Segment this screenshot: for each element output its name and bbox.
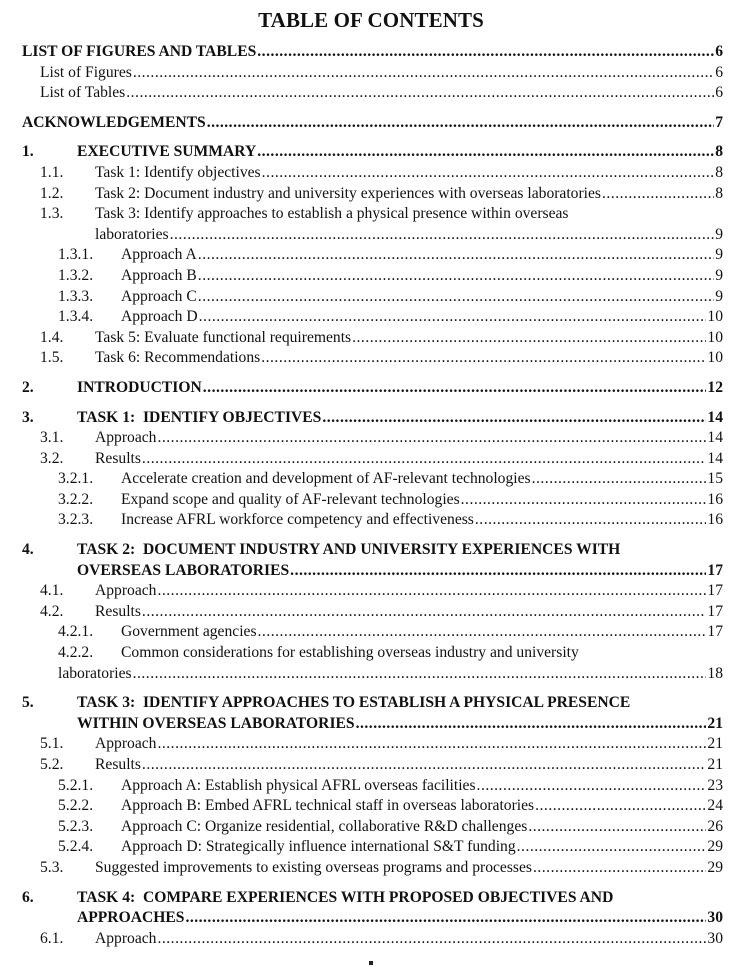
toc-entry-3-2[interactable] <box>0 449 742 470</box>
toc-entry-6-continued[interactable] <box>0 908 742 929</box>
toc-entry-1-3-continued[interactable] <box>0 225 742 246</box>
toc-entry-list-of-tables[interactable] <box>0 83 742 104</box>
toc-entry-number: 5.2.1. <box>58 776 94 794</box>
toc-entry-page: 9 <box>715 287 723 305</box>
toc-entry-number: 1.2. <box>40 184 64 202</box>
toc-entry-title: Approach <box>95 929 157 947</box>
dot-leader <box>517 837 707 858</box>
toc-entry-number: 5. <box>22 694 34 712</box>
toc-entry-number: 1.3.4. <box>58 308 94 326</box>
toc-entry-title: Task 1: Identify objectives <box>95 163 261 181</box>
toc-entry-5-3[interactable] <box>0 858 742 879</box>
toc-entry-page: 7 <box>715 113 723 131</box>
toc-entry-number: 3.2. <box>40 449 64 467</box>
toc-entry-number: 5.2.4. <box>58 838 94 856</box>
toc-entry-title: ACKNOWLEDGEMENTS <box>22 113 206 131</box>
toc-entry-4-2-1[interactable] <box>0 622 742 643</box>
dot-leader <box>157 734 706 755</box>
toc-entry-1-3[interactable] <box>0 204 742 225</box>
dot-leader <box>142 602 706 623</box>
dot-leader <box>290 561 706 582</box>
toc-entry-4-continued[interactable] <box>0 561 742 582</box>
dot-leader <box>142 449 706 470</box>
toc-entry-page: 8 <box>715 143 723 161</box>
dot-leader <box>322 408 706 429</box>
dot-leader <box>133 63 714 84</box>
toc-entry-number: 1.3.3. <box>58 287 94 305</box>
toc-entry-title: TASK 4: COMPARE EXPERIENCES WITH PROPOSED OBJECTIVES AND <box>77 888 614 906</box>
dot-leader <box>352 328 706 349</box>
toc-entry-page: 9 <box>715 266 723 284</box>
toc-entry-title: Approach D <box>121 308 198 326</box>
dot-leader <box>477 776 707 797</box>
toc-entry-page: 21 <box>707 735 723 753</box>
toc-entry-number: 5.2.3. <box>58 817 94 835</box>
toc-entry-title: INTRODUCTION <box>77 378 202 396</box>
toc-entry-3[interactable] <box>0 408 742 429</box>
toc-entry-page: 6 <box>715 43 723 60</box>
toc-entry-1-1[interactable] <box>0 163 742 184</box>
toc-entry-1-5[interactable] <box>0 348 742 369</box>
toc-entry-number: 1.3.2. <box>58 266 94 284</box>
toc-entry-title: Results <box>95 756 141 773</box>
toc-entry-number: 3.1. <box>40 429 64 447</box>
toc-entry-title: Expand scope and quality of AF-relevant technologies <box>121 490 460 508</box>
toc-entry-number: 1. <box>22 143 34 161</box>
toc-entry-title: EXECUTIVE SUMMARY <box>77 143 257 161</box>
toc-entry-title: Task 2: Document industry and university experiences with overseas laboratories <box>95 184 601 202</box>
toc-entry-page: 21 <box>707 714 723 732</box>
toc-entry-5-continued[interactable] <box>0 714 742 735</box>
toc-entry-3-2-2[interactable] <box>0 490 742 511</box>
toc-entry-4-2-2[interactable] <box>0 643 742 664</box>
toc-entry-page: 17 <box>707 602 723 620</box>
toc-entry-page: 17 <box>707 582 723 600</box>
dot-leader <box>533 858 706 879</box>
dot-leader <box>157 929 706 950</box>
toc-entry-title: Approach <box>95 735 157 753</box>
toc-entry-3-2-1[interactable] <box>0 469 742 490</box>
toc-entry-number: 5.2. <box>40 756 64 773</box>
toc-entry-5[interactable] <box>0 693 742 714</box>
dot-leader <box>198 266 714 287</box>
toc-entry-number: 1.5. <box>40 349 64 367</box>
dot-leader <box>198 287 714 308</box>
toc-entry-title: Approach C: Organize residential, collaborative R&D challenges <box>121 817 528 835</box>
toc-entry-1-2[interactable] <box>0 184 742 205</box>
toc-entry-page: 30 <box>707 909 723 927</box>
dot-leader <box>185 908 706 929</box>
toc-entry-3-1[interactable] <box>0 428 742 449</box>
toc-entry-5-2[interactable] <box>0 755 742 776</box>
toc-entry-title: List of Figures <box>40 63 132 81</box>
toc-entry-title: Task 6: Recommendations <box>95 349 261 367</box>
toc-entry-6-1[interactable] <box>0 929 742 950</box>
dot-leader <box>142 755 706 776</box>
dot-leader <box>170 225 715 246</box>
toc-entry-title: Approach D: Strategically influence international S&T funding <box>121 838 516 856</box>
dot-leader <box>257 142 714 163</box>
dot-leader <box>528 817 706 838</box>
table-of-contents <box>0 42 742 949</box>
toc-entry-list-of-figures[interactable] <box>0 63 742 84</box>
toc-entry-title: WITHIN OVERSEAS LABORATORIES <box>77 714 355 732</box>
toc-entry-page: 6 <box>715 63 723 81</box>
toc-entry-4-2-2-continued[interactable] <box>0 664 742 685</box>
toc-entry-number: 6. <box>22 888 34 906</box>
toc-entry-title: TASK 3: IDENTIFY APPROACHES TO ESTABLISH A PHYSICAL PRESENCE <box>77 694 631 712</box>
toc-entry-title: Approach B: Embed AFRL technical staff in overseas laboratories <box>121 797 535 815</box>
toc-entry-page: 8 <box>715 163 723 181</box>
dot-leader <box>157 581 706 602</box>
toc-entry-page: 29 <box>707 858 723 876</box>
dot-leader <box>461 490 707 511</box>
toc-entry-title: Results <box>95 449 141 467</box>
dot-leader <box>157 428 706 449</box>
toc-entry-title: Approach A: Establish physical AFRL overseas facilities <box>121 776 476 794</box>
toc-entry-page: 14 <box>707 408 723 426</box>
toc-entry-6[interactable] <box>0 888 742 909</box>
dot-leader <box>133 664 707 685</box>
toc-entry-number: 4.2.2. <box>58 644 94 662</box>
toc-entry-1-4[interactable] <box>0 328 742 349</box>
toc-entry-number: 5.2.2. <box>58 797 94 815</box>
toc-entry-3-2-3[interactable] <box>0 510 742 531</box>
dot-leader <box>258 622 707 643</box>
toc-entry-title: Common considerations for establishing overseas industry and university <box>121 644 579 662</box>
toc-entry-page: 14 <box>707 429 723 447</box>
toc-entry-page: 17 <box>707 561 723 579</box>
dot-leader <box>203 378 707 399</box>
toc-entry-1-3-2[interactable] <box>0 266 742 287</box>
toc-entry-5-1[interactable] <box>0 734 742 755</box>
toc-entry-number: 3.2.2. <box>58 490 94 508</box>
toc-entry-page: 10 <box>707 349 723 367</box>
dot-leader <box>535 796 706 817</box>
toc-entry-page: 10 <box>707 328 723 346</box>
toc-entry-5-2-2[interactable] <box>0 796 742 817</box>
toc-entry-page: 10 <box>707 308 723 326</box>
dot-leader <box>198 245 714 266</box>
toc-entry-page: 9 <box>715 225 723 243</box>
toc-entry-title: Increase AFRL workforce competency and effectiveness <box>121 511 474 529</box>
dot-leader <box>257 42 714 63</box>
toc-entry-1-3-3[interactable] <box>0 287 742 308</box>
toc-entry-page: 16 <box>707 511 723 529</box>
dot-leader <box>261 348 706 369</box>
page-footer-mark <box>369 961 373 965</box>
toc-entry-title: APPROACHES <box>77 909 185 927</box>
toc-entry-page: 16 <box>707 490 723 508</box>
toc-entry-page: 26 <box>707 817 723 835</box>
toc-entry-page: 29 <box>707 838 723 856</box>
toc-entry-4[interactable] <box>0 540 742 561</box>
toc-entry-title: Results <box>95 602 141 620</box>
toc-entry-page: 21 <box>707 756 723 773</box>
dot-leader <box>262 163 715 184</box>
dot-leader <box>475 510 707 531</box>
dot-leader <box>356 714 707 735</box>
toc-entry-1[interactable] <box>0 142 742 163</box>
toc-entry-number: 4. <box>22 541 34 559</box>
toc-entry-number: 1.3. <box>40 205 64 223</box>
toc-entry-title: Approach <box>95 429 157 447</box>
toc-entry-title: Accelerate creation and development of AF-relevant technologies <box>121 470 531 488</box>
toc-entry-number: 1.4. <box>40 328 64 346</box>
toc-entry-title: Approach A <box>121 246 197 264</box>
toc-entry-title: Approach <box>95 582 157 600</box>
toc-entry-5-2-3[interactable] <box>0 817 742 838</box>
toc-entry-page: 14 <box>707 449 723 467</box>
dot-leader <box>207 113 715 134</box>
toc-entry-page: 17 <box>707 623 723 641</box>
toc-entry-title: List of Tables <box>40 84 126 102</box>
toc-entry-4-1[interactable] <box>0 581 742 602</box>
toc-entry-number: 3. <box>22 408 34 426</box>
toc-entry-page: 30 <box>707 929 723 947</box>
toc-entry-title: Suggested improvements to existing overseas programs and processes <box>95 858 532 876</box>
dot-leader <box>126 83 714 104</box>
dot-leader <box>602 184 714 205</box>
toc-entry-title: TASK 2: DOCUMENT INDUSTRY AND UNIVERSITY EXPERIENCES WITH <box>77 541 621 559</box>
toc-entry-list-of-figures-and-tables[interactable] <box>0 42 742 63</box>
toc-entry-page: 24 <box>707 797 723 815</box>
dot-leader <box>532 469 707 490</box>
toc-entry-title: Government agencies <box>121 623 257 641</box>
toc-entry-4-2[interactable] <box>0 602 742 623</box>
toc-entry-page: 8 <box>715 184 723 202</box>
toc-entry-title: Task 3: Identify approaches to establish a physical presence within overseas <box>95 205 569 223</box>
toc-entry-page: 18 <box>707 664 723 682</box>
toc-entry-title: Task 5: Evaluate functional requirements <box>95 328 352 346</box>
page-title: TABLE OF CONTENTS <box>258 8 484 32</box>
toc-entry-number: 1.3.1. <box>58 246 94 264</box>
toc-entry-title: laboratories <box>58 664 132 682</box>
toc-entry-page: 23 <box>707 776 723 794</box>
toc-entry-acknowledgements[interactable] <box>0 113 742 134</box>
toc-entry-number: 6.1. <box>40 929 64 947</box>
toc-entry-2[interactable] <box>0 378 742 399</box>
toc-entry-number: 2. <box>22 378 34 396</box>
toc-entry-number: 3.2.3. <box>58 511 94 529</box>
toc-entry-title: LIST OF FIGURES AND TABLES <box>22 43 257 60</box>
toc-entry-5-2-1[interactable] <box>0 776 742 797</box>
toc-entry-title: laboratories <box>95 225 169 243</box>
toc-entry-page: 6 <box>715 84 723 102</box>
toc-entry-number: 5.3. <box>40 858 64 876</box>
toc-entry-page: 15 <box>707 470 723 488</box>
toc-entry-number: 4.1. <box>40 582 64 600</box>
dot-leader <box>199 307 707 328</box>
toc-entry-number: 4.2. <box>40 602 64 620</box>
toc-entry-5-2-4[interactable] <box>0 837 742 858</box>
toc-entry-1-3-4[interactable] <box>0 307 742 328</box>
toc-entry-number: 4.2.1. <box>58 623 94 641</box>
toc-entry-title: Approach B <box>121 266 197 284</box>
toc-entry-1-3-1[interactable] <box>0 245 742 266</box>
toc-entry-title: OVERSEAS LABORATORIES <box>77 561 290 579</box>
toc-entry-number: 1.1. <box>40 163 64 181</box>
toc-entry-title: TASK 1: IDENTIFY OBJECTIVES <box>77 408 322 426</box>
toc-entry-page: 9 <box>715 246 723 264</box>
toc-entry-number: 3.2.1. <box>58 470 94 488</box>
toc-entry-page: 12 <box>707 378 723 396</box>
toc-entry-title: Approach C <box>121 287 197 305</box>
toc-entry-number: 5.1. <box>40 735 64 753</box>
